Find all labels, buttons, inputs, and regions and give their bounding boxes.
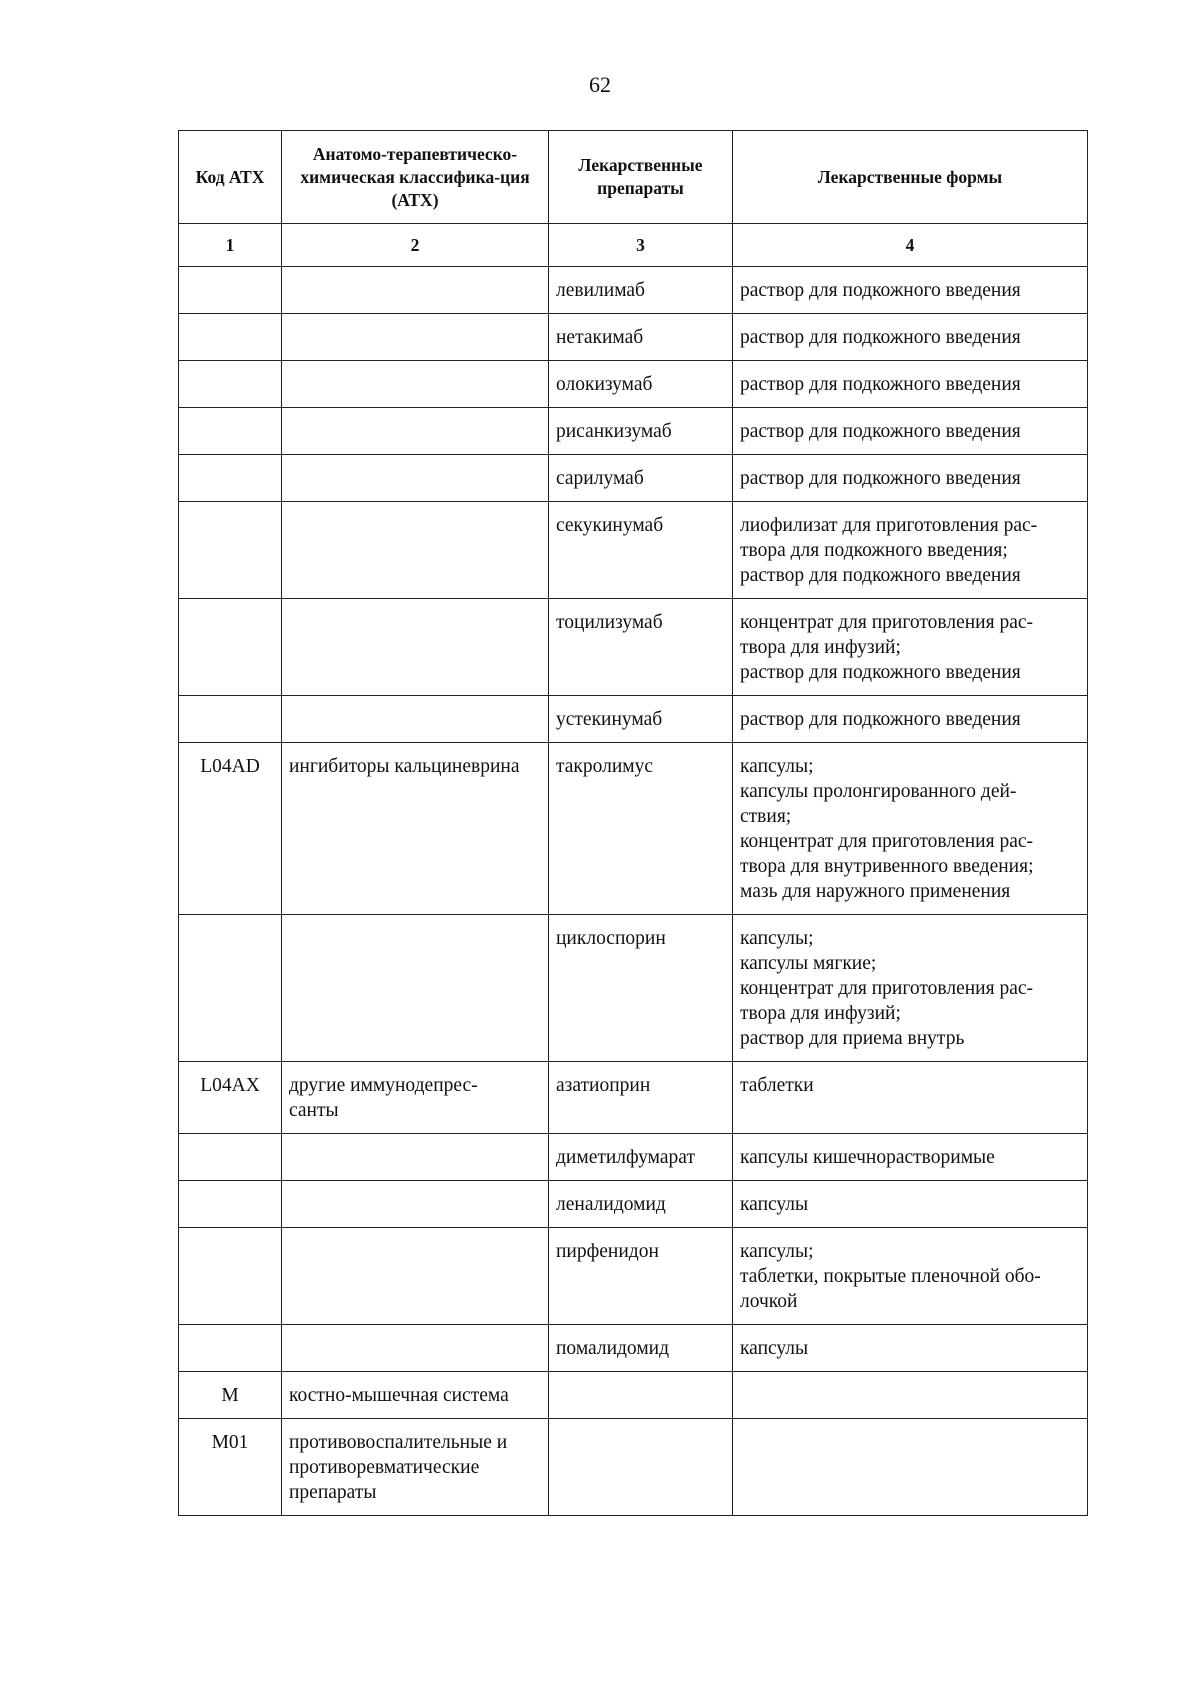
drug-name: [549, 1372, 733, 1419]
drug-name: сарилумаб: [549, 455, 733, 502]
atx-code: L04AD: [179, 743, 282, 915]
atx-code: [179, 455, 282, 502]
drug-name: диметилфумарат: [549, 1134, 733, 1181]
drug-name: секукинумаб: [549, 502, 733, 599]
table-row: [179, 267, 1088, 314]
table-row: [179, 1062, 1088, 1134]
atx-classification: [282, 915, 549, 1062]
atx-classification: [282, 1134, 549, 1181]
header-drugs: Лекарственные препараты: [549, 131, 733, 224]
table-row: [179, 696, 1088, 743]
atx-code: [179, 696, 282, 743]
drug-name: такролимус: [549, 743, 733, 915]
dosage-forms: [733, 1372, 1088, 1419]
dosage-forms: [733, 1419, 1088, 1516]
atx-code: M01: [179, 1419, 282, 1516]
column-number: 2: [282, 224, 549, 267]
column-number: 4: [733, 224, 1088, 267]
atx-code: [179, 314, 282, 361]
dosage-forms: капсулы: [733, 1181, 1088, 1228]
header-code: Код АТХ: [179, 131, 282, 224]
table-body: [179, 267, 1088, 1516]
atx-code: [179, 1325, 282, 1372]
drug-name: леналидомид: [549, 1181, 733, 1228]
atx-code: M: [179, 1372, 282, 1419]
table-row: [179, 455, 1088, 502]
dosage-forms: капсулы кишечнорастворимые: [733, 1134, 1088, 1181]
atx-table: [178, 130, 1088, 1516]
atx-code: L04AX: [179, 1062, 282, 1134]
drug-name: тоцилизумаб: [549, 599, 733, 696]
dosage-forms: раствор для подкожного введения: [733, 408, 1088, 455]
column-number: 1: [179, 224, 282, 267]
atx-classification: [282, 1228, 549, 1325]
table-row: [179, 1372, 1088, 1419]
dosage-forms: раствор для подкожного введения: [733, 361, 1088, 408]
atx-code: [179, 361, 282, 408]
atx-classification: [282, 696, 549, 743]
drug-name: нетакимаб: [549, 314, 733, 361]
atx-classification: противовоспалительные и противоревматические препараты: [282, 1419, 549, 1516]
table-row: [179, 743, 1088, 915]
drug-name: [549, 1419, 733, 1516]
atx-classification: [282, 1325, 549, 1372]
atx-code: [179, 1134, 282, 1181]
atx-code: [179, 915, 282, 1062]
page-number: 62: [589, 72, 611, 97]
table-header: [179, 131, 1088, 267]
dosage-forms: капсулы; таблетки, покрытые пленочной обо- лочкой: [733, 1228, 1088, 1325]
atx-classification: [282, 314, 549, 361]
atx-classification: другие иммунодепрес- санты: [282, 1062, 549, 1134]
atx-classification: [282, 502, 549, 599]
drug-name: азатиоприн: [549, 1062, 733, 1134]
drug-name: помалидомид: [549, 1325, 733, 1372]
dosage-forms: раствор для подкожного введения: [733, 314, 1088, 361]
atx-code: [179, 408, 282, 455]
dosage-forms: раствор для подкожного введения: [733, 696, 1088, 743]
dosage-forms: раствор для подкожного введения: [733, 455, 1088, 502]
table-row: [179, 361, 1088, 408]
table-row: [179, 1134, 1088, 1181]
dosage-forms: капсулы; капсулы пролонгированного дей- ствия; концентрат для приготовления рас- твора для внутривенного введения; мазь для наружного применения: [733, 743, 1088, 915]
header-classification: Анатомо-терапевтическо-химическая классифика-ция (АТХ): [282, 131, 549, 224]
drug-name: рисанкизумаб: [549, 408, 733, 455]
atx-classification: [282, 267, 549, 314]
dosage-forms: капсулы; капсулы мягкие; концентрат для приготовления рас- твора для инфузий; раствор для приема внутрь: [733, 915, 1088, 1062]
column-number: 3: [549, 224, 733, 267]
atx-code: [179, 502, 282, 599]
atx-classification: [282, 408, 549, 455]
table-row: [179, 1325, 1088, 1372]
table-row: [179, 1419, 1088, 1516]
table-row: [179, 502, 1088, 599]
drug-name: левилимаб: [549, 267, 733, 314]
atx-classification: костно-мышечная система: [282, 1372, 549, 1419]
dosage-forms: раствор для подкожного введения: [733, 267, 1088, 314]
atx-code: [179, 267, 282, 314]
drug-name: устекинумаб: [549, 696, 733, 743]
dosage-forms: концентрат для приготовления рас- твора для инфузий; раствор для подкожного введения: [733, 599, 1088, 696]
dosage-forms: лиофилизат для приготовления рас- твора для подкожного введения; раствор для подкожного введения: [733, 502, 1088, 599]
table-row: [179, 915, 1088, 1062]
header-row: [179, 131, 1088, 224]
drug-name: циклоспорин: [549, 915, 733, 1062]
atx-classification: ингибиторы кальциневрина: [282, 743, 549, 915]
header-forms: Лекарственные формы: [733, 131, 1088, 224]
column-number-row: [179, 224, 1088, 267]
drug-name: олокизумаб: [549, 361, 733, 408]
atx-code: [179, 1181, 282, 1228]
atx-code: [179, 599, 282, 696]
dosage-forms: капсулы: [733, 1325, 1088, 1372]
dosage-forms: таблетки: [733, 1062, 1088, 1134]
drug-name: пирфенидон: [549, 1228, 733, 1325]
table-row: [179, 599, 1088, 696]
table-row: [179, 314, 1088, 361]
table-row: [179, 1228, 1088, 1325]
table-row: [179, 408, 1088, 455]
atx-classification: [282, 1181, 549, 1228]
atx-classification: [282, 455, 549, 502]
atx-classification: [282, 361, 549, 408]
atx-code: [179, 1228, 282, 1325]
atx-classification: [282, 599, 549, 696]
table-row: [179, 1181, 1088, 1228]
